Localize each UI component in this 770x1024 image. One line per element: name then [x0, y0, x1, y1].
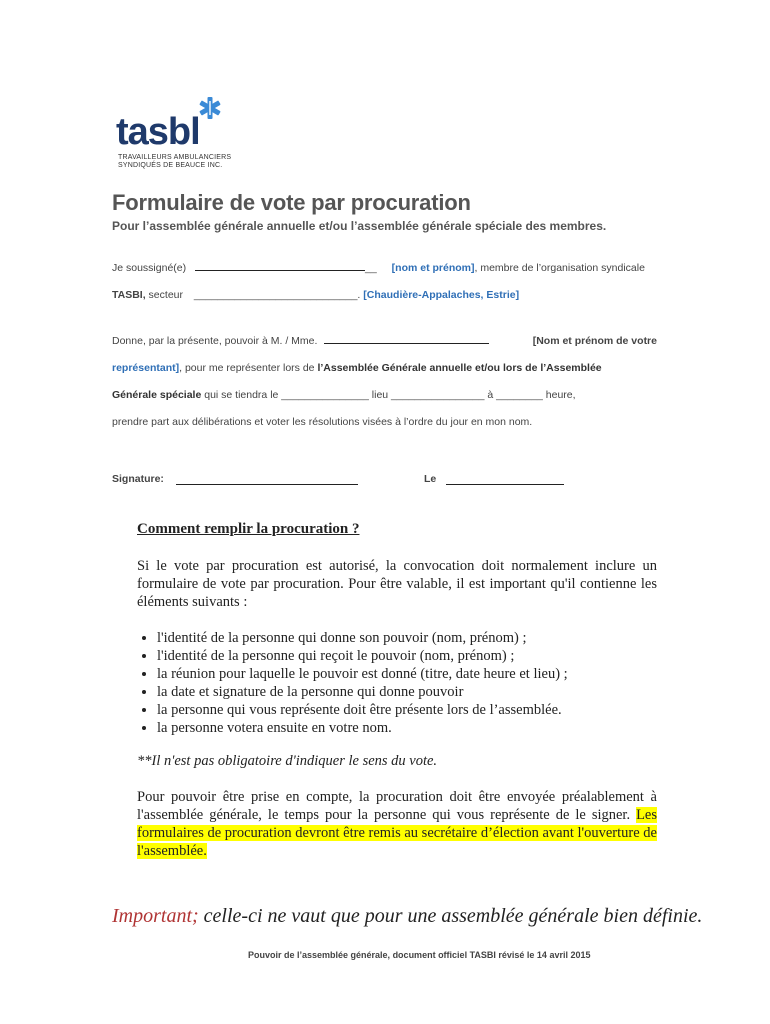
star-of-life-icon [198, 96, 222, 120]
form-line-deliberation: prendre part aux délibérations et voter les résolutions visées à l’ordre du jour en mon nom. [112, 416, 533, 428]
vote-note: **Il n'est pas obligatoire d'indiquer le sens du vote. [137, 753, 438, 769]
form-line-proxy: Donne, par la présente, pouvoir à M. / Mme. [112, 335, 489, 347]
proxy-name-field-line[interactable] [324, 342, 489, 344]
date-label: Le [424, 473, 437, 485]
list-item: • la réunion pour laquelle le pouvoir est donné (titre, date heure et lieu) ; [157, 665, 677, 683]
name-field-line[interactable] [195, 269, 365, 271]
logo [112, 96, 242, 170]
signature-field-line[interactable] [176, 483, 358, 485]
important-notice: Important; celle-ci ne vaut que pour une assemblée générale bien définie. [112, 905, 703, 927]
list-item: • la date et signature de la personne qui donne pouvoir [157, 683, 677, 701]
submission-paragraph: Pour pouvoir être prise en compte, la procuration doit être envoyée préalablement à l'assemblée générale, le temps pour la personne qui vous représente de le signer. Les formulaires de procuration devront être remis au secrétaire d’élection avant l'ouverture de l'assemblée. [137, 789, 657, 859]
logo-tagline: TRAVAILLEURS AMBULANCIERS SYNDIQUÉS DE BEAUCE INC. [118, 154, 232, 169]
form-line-date-place: Générale spéciale qui se tiendra le _______________ lieu ________________ à ________ heure, [112, 389, 576, 401]
list-item: • l'identité de la personne qui donne son pouvoir (nom, prénom) ; [157, 629, 677, 647]
list-item: • la personne qui vous représente doit être présente lors de l’assemblée. [157, 701, 677, 719]
form-line-meeting: représentant], pour me représenter lors de l’Assemblée Générale annuelle et/ou lors de l’Assemblée [112, 362, 602, 374]
list-item: • la personne votera ensuite en votre nom. [157, 719, 677, 737]
proxy-name-hint: [Nom et prénom de votre [532, 335, 657, 347]
logo-wordmark: tasbl [116, 111, 200, 153]
list-item: • l'identité de la personne qui reçoit le pouvoir (nom, prénom) ; [157, 647, 677, 665]
sector-field-line[interactable]: ____________________________. [193, 289, 361, 301]
page-title: Formulaire de vote par procuration [112, 190, 471, 215]
date-field-line[interactable] [446, 483, 564, 485]
signature-label: Signature: [112, 473, 164, 485]
howto-heading: Comment remplir la procuration ? [137, 521, 360, 537]
highlighted-deadline: Les formulaires de procuration devront être remis au secrétaire d’élection avant l'ouverture de l'assemblée. [137, 807, 657, 859]
howto-intro: Si le vote par procuration est autorisé, la convocation doit normalement inclure un formulaire de vote par procuration. Pour être valable, il est important qu'il contienne les éléments suivants : [137, 558, 657, 610]
page-footer: Pouvoir de l’assemblée générale, document officiel TASBI révisé le 14 avril 2015 [248, 950, 591, 960]
form-line-name: Je soussigné(e) __ [nom et prénom], membre de l’organisation syndicale [112, 262, 645, 274]
requirements-list [137, 629, 677, 737]
page-subtitle: Pour l’assemblée générale annuelle et/ou l’assemblée générale spéciale des membres. [112, 219, 607, 233]
form-line-sector: TASBI, secteur ____________________________. [Chaudière-Appalaches, Estrie] [112, 289, 520, 301]
